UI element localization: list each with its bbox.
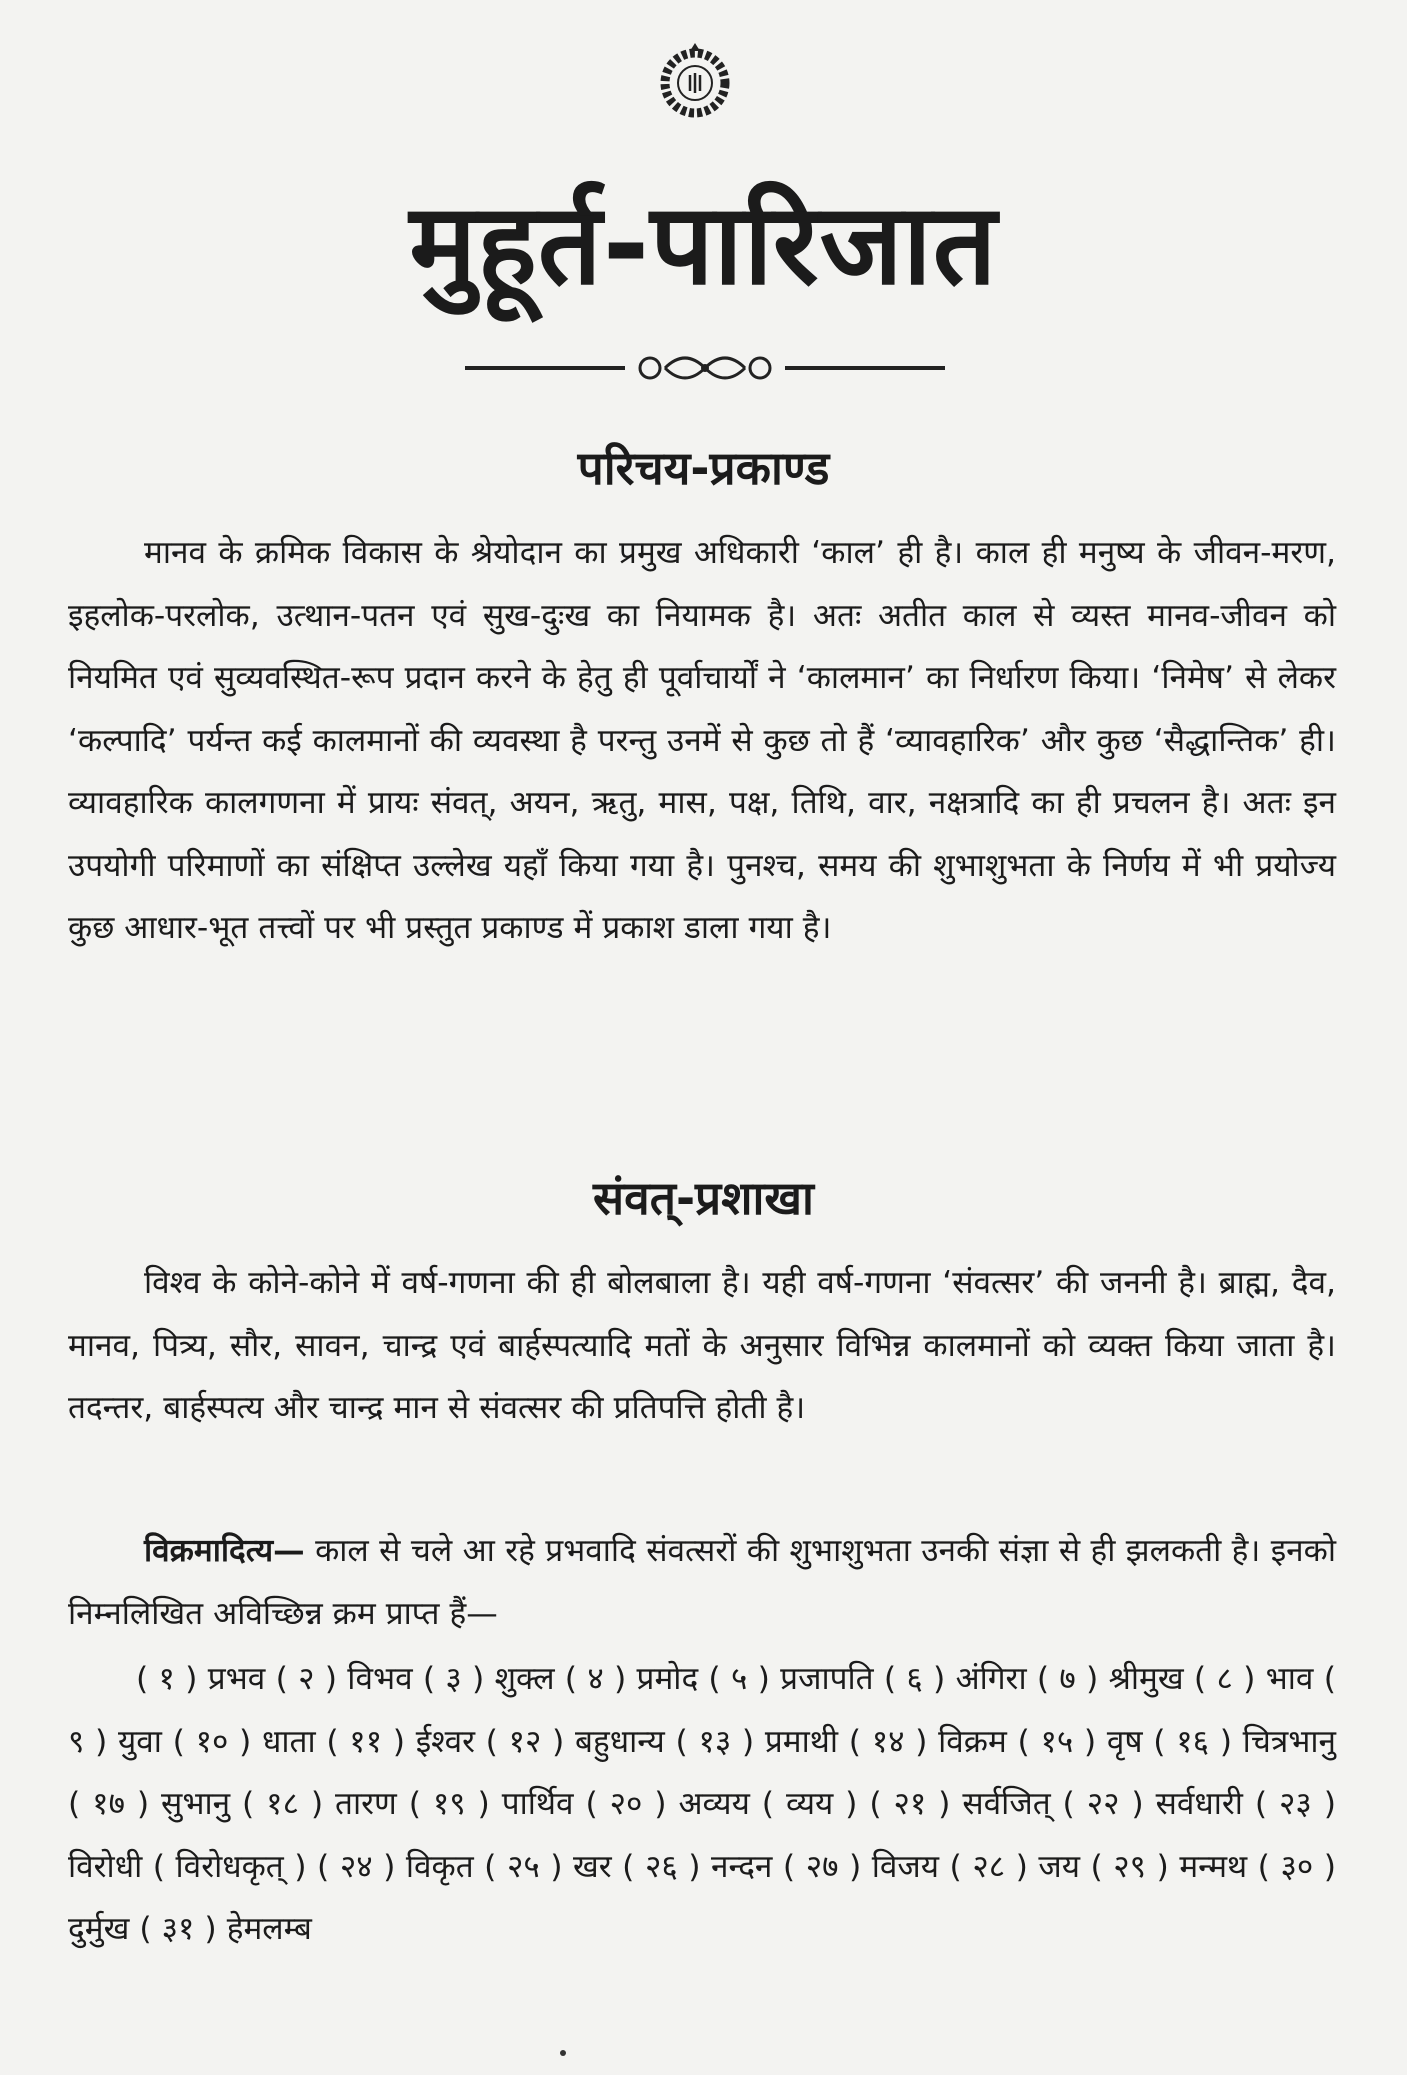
intro-paragraph: मानव के क्रमिक विकास के श्रेयोदान का प्रमुख अधिकारी ‘काल’ ही है। काल ही मनुष्य के जीवन-मरण, इहलोक-परलोक, उत्थान-पतन एवं सुख-दुःख का नियामक है। अतः अतीत काल से व्यस्त मानव-जीवन को नियमित एवं सुव्यवस्थित-रूप प्रदान करने के हेतु ही पूर्वाचार्यों ने ‘कालमान’ का निर्धारण किया। ‘निमेष’ से लेकर ‘कल्पादि’ पर्यन्त कई कालमानों की व्यवस्था है परन्तु उनमें से कुछ तो हैं ‘व्यावहारिक’ और कुछ ‘सैद्धान्तिक’ ही। व्यावहारिक कालगणना में प्रायः संवत्, अयन, ऋतु, मास, पक्ष, तिथि, वार, नक्षत्रादि का ही प्रचलन है। अतः इन उपयोगी परिमाणों का संक्षिप्त उल्लेख यहाँ किया गया है। पुनश्च, समय की शुभाशुभता के निर्णय में भी प्रयोज्य कुछ आधार-भूत तत्त्वों पर भी प्रस्तुत प्रकाण्ड में प्रकाश डाला गया है। [68, 535, 1336, 946]
vikramaditya-text: काल से चले आ रहे प्रभवादि संवत्सरों की शुभाशुभता उनकी संज्ञा से ही झलकती है। इनको निम्नलिखित अविच्छिन्न क्रम प्राप्त हैं— [68, 1533, 1337, 1632]
section-heading: परिचय-प्रकाण्ड [577, 441, 830, 495]
floral-divider-icon [465, 345, 945, 391]
page-title: मुहूर्त-पारिजात [409, 180, 998, 310]
vikramaditya-paragraph [68, 1520, 1336, 1645]
speck [560, 2050, 566, 2056]
samvat-paragraph: विश्व के कोने-कोने में वर्ष-गणना की ही बोलबाला है। यही वर्ष-गणना ‘संवत्सर’ की जननी है। ब्राह्म, दैव, मानव, पित्र्य, सौर, सावन, चान्द्र एवं बार्हस्पत्यादि मतों के अनुसार विभिन्न कालमानों को व्यक्त किया जाता है। तदन्तर, बार्हस्पत्य और चान्द्र मान से संवत्सर की प्रतिपत्ति होती है। [68, 1265, 1336, 1426]
wreath-ornament-icon [650, 35, 740, 130]
samvatsar-list: ( १ ) प्रभव ( २ ) विभव ( ३ ) शुक्ल ( ४ ) प्रमोद ( ५ ) प्रजापति ( ६ ) अंगिरा ( ७ ) श्रीमुख ( ८ ) भाव ( ९ ) युवा ( १० ) धाता ( ११ ) ईश्वर ( १२ ) बहुधान्य ( १३ ) प्रमाथी ( १४ ) विक्रम ( १५ ) वृष ( १६ ) चित्रभानु ( १७ ) सुभानु ( १८ ) तारण ( १९ ) पार्थिव ( २० ) अव्यय ( व्यय ) ( २१ ) सर्वजित् ( २२ ) सर्वधारी ( २३ ) विरोधी ( विरोधकृत् ) ( २४ ) विकृत ( २५ ) खर ( २६ ) नन्दन ( २७ ) विजय ( २८ ) जय ( २९ ) मन्मथ ( ३० ) दुर्मुख ( ३१ ) हेमलम्ब [68, 1661, 1336, 1947]
vikramaditya-lead: विक्रमादित्य— [144, 1533, 305, 1569]
subsection-heading: संवत्-प्रशाखा [593, 1171, 814, 1225]
